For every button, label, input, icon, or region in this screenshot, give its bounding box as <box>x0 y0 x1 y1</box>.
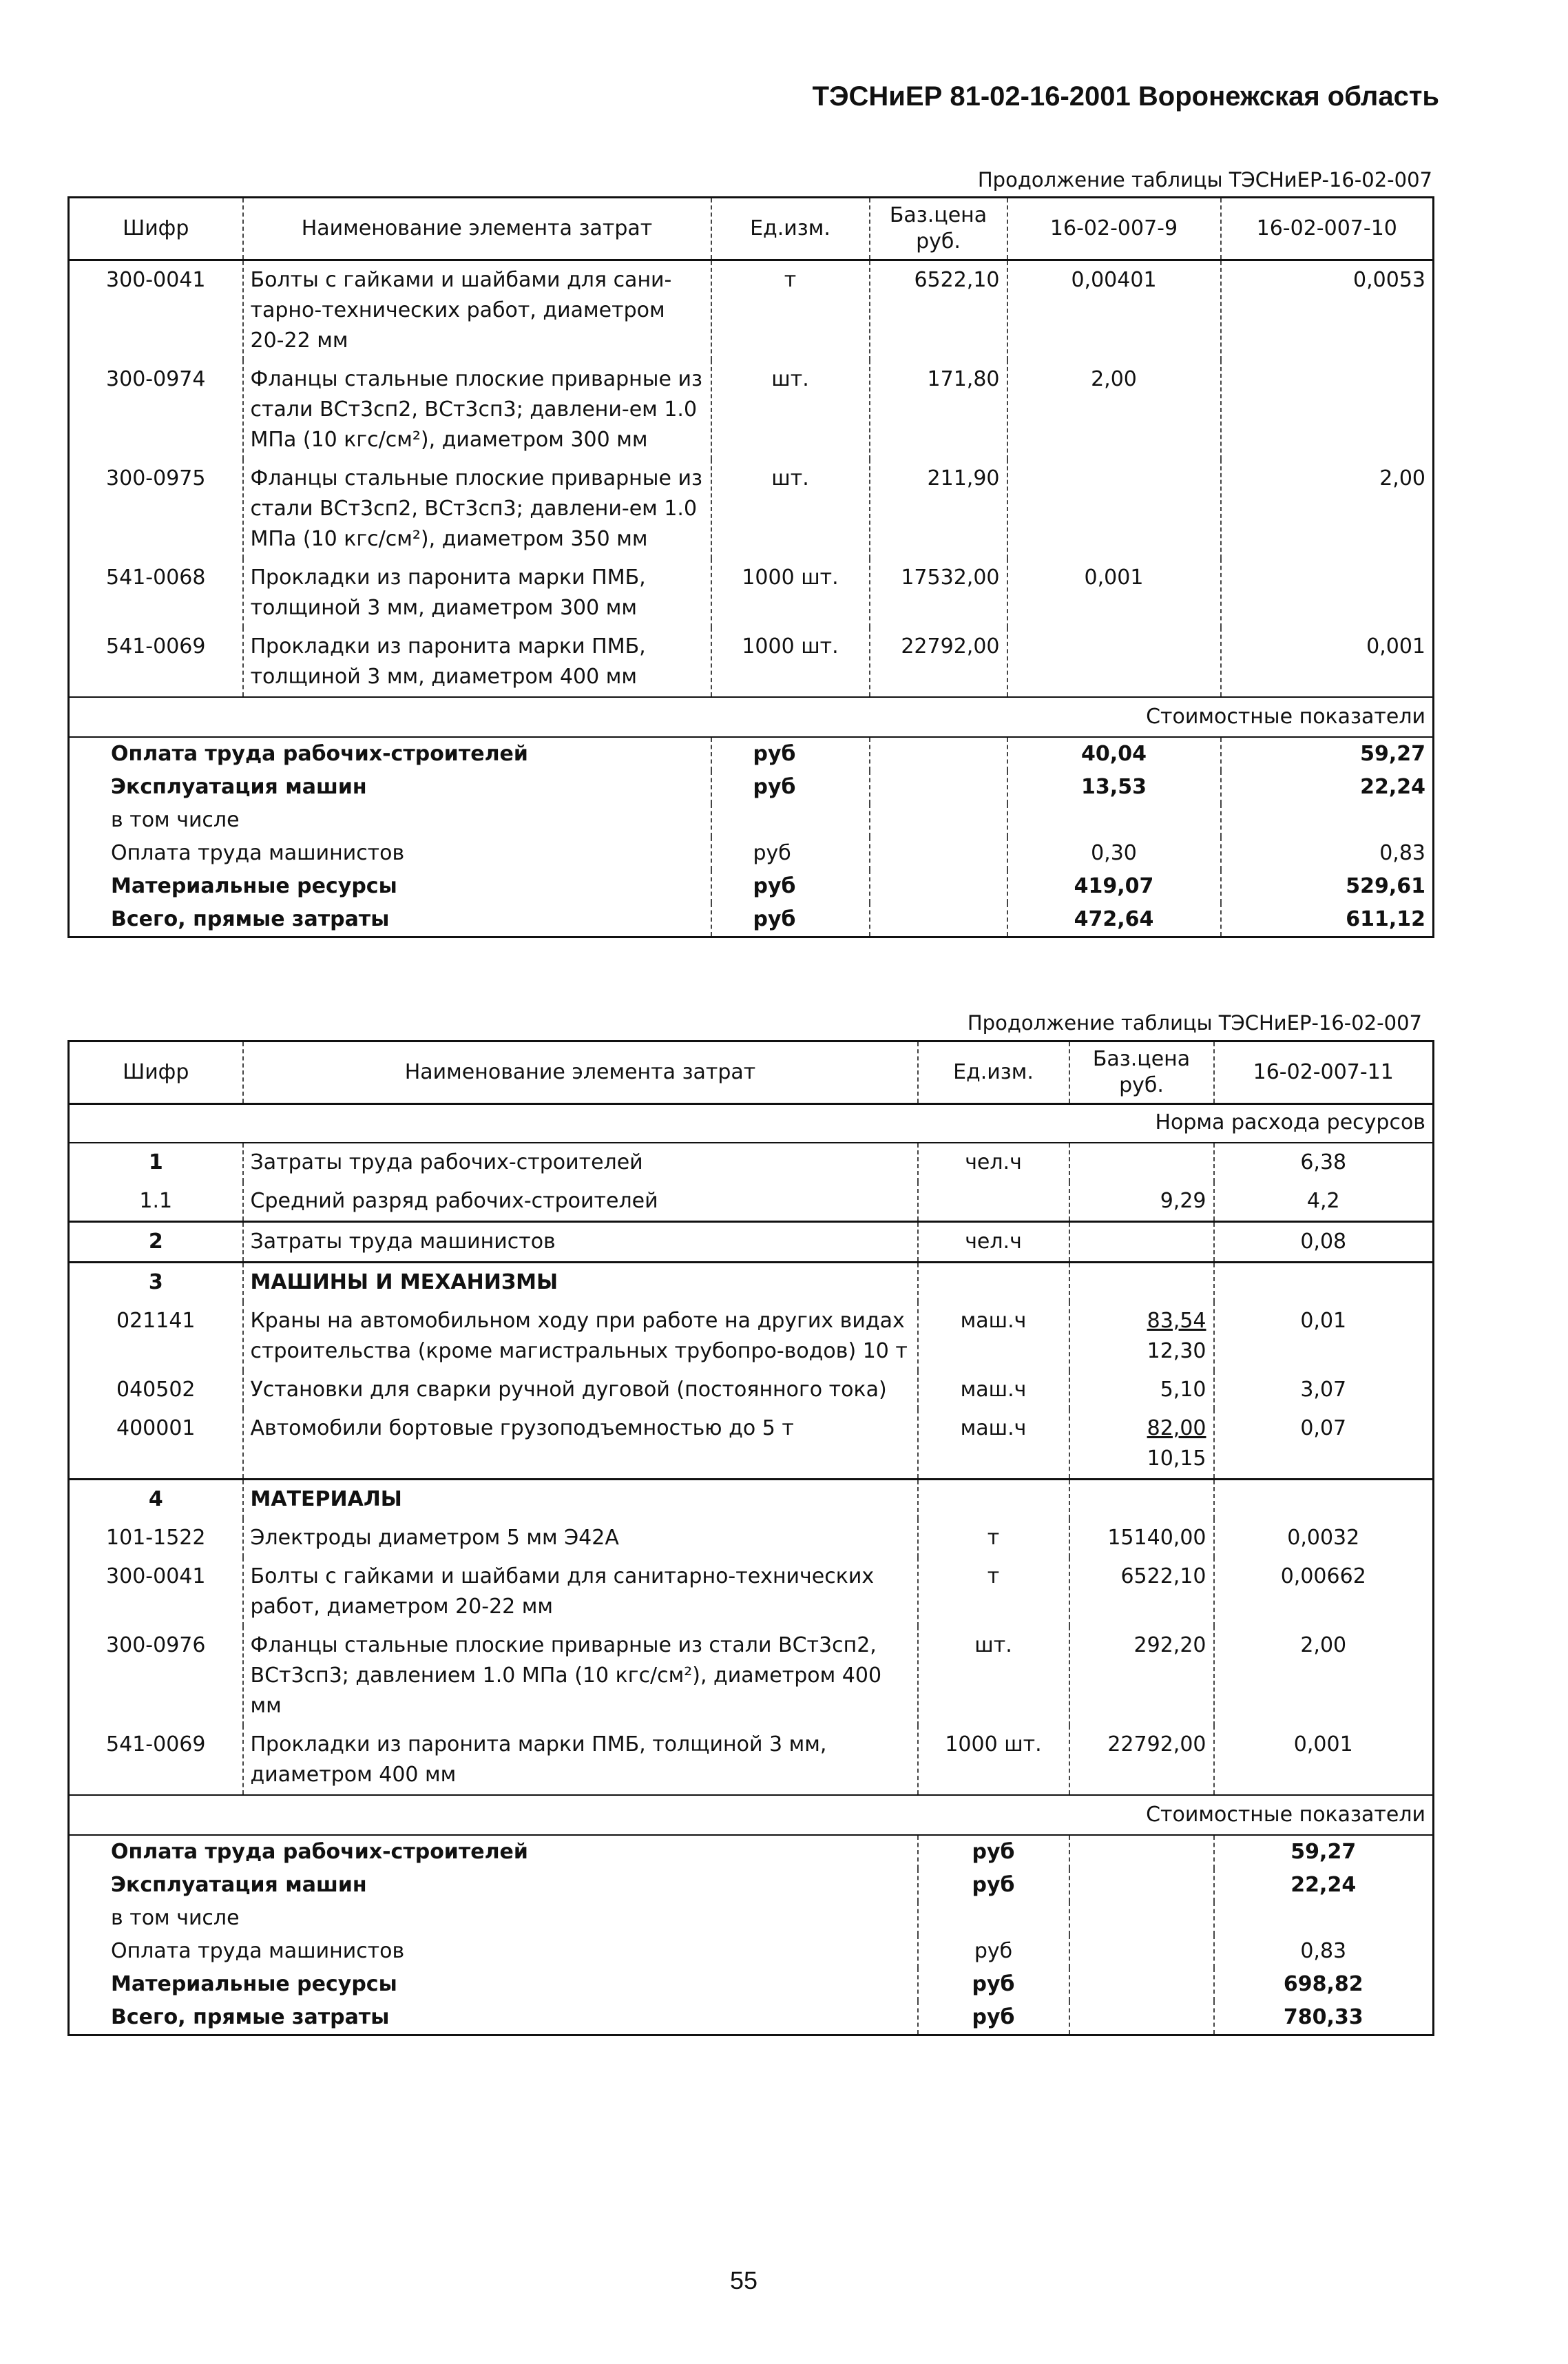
cost-label: Оплата труда рабочих-строителей <box>111 1840 528 1864</box>
price-value: 82,00 <box>1147 1416 1206 1440</box>
value-16-02-007-10: 0,0053 <box>1221 260 1434 361</box>
cost-label: в том числе <box>111 808 240 832</box>
cost-value <box>1221 804 1434 837</box>
col-header: 16-02-007-10 <box>1221 198 1434 260</box>
col-header: Шифр <box>69 1041 243 1104</box>
resource-code: 300-0975 <box>106 466 206 490</box>
resource-row <box>69 1557 1434 1626</box>
cost-value: 0,30 <box>1007 837 1221 870</box>
norm-section-title: Норма расхода ресурсов <box>1155 1110 1425 1134</box>
value-16-02-007-11: 0,07 <box>1214 1409 1434 1480</box>
cost-row <box>69 837 1434 870</box>
resource-price <box>1069 1371 1214 1409</box>
resource-name: Затраты труда машинистов <box>243 1222 918 1263</box>
empty-cell <box>870 804 1007 837</box>
table-header-row <box>69 1041 1434 1104</box>
resource-name: Затраты труда рабочих-строителей <box>243 1143 918 1182</box>
resource-unit <box>918 1263 1069 1303</box>
cost-row <box>69 1902 1434 1935</box>
resource-code: 3 <box>69 1263 243 1303</box>
value-16-02-007-11: 0,00662 <box>1214 1557 1434 1626</box>
cost-unit: руб <box>918 1869 1069 1902</box>
resource-unit <box>918 1182 1069 1222</box>
cost-unit: руб <box>711 771 870 804</box>
resource-row <box>69 1371 1434 1409</box>
resource-unit: чел.ч <box>918 1143 1069 1182</box>
cost-value: 611,12 <box>1221 903 1434 937</box>
resource-price <box>1069 1626 1214 1725</box>
cost-row <box>69 737 1434 771</box>
value-16-02-007-9: 0,001 <box>1007 559 1221 628</box>
value-16-02-007-11 <box>1214 1480 1434 1520</box>
cost-row <box>69 804 1434 837</box>
resource-name: МАТЕРИАЛЫ <box>243 1480 918 1520</box>
spacer-cell <box>69 1795 1069 1835</box>
col-header: Наименование элемента затрат <box>243 1041 918 1104</box>
resource-code: 300-0974 <box>106 367 206 391</box>
cost-value <box>1214 1902 1434 1935</box>
resource-price <box>1069 1222 1214 1263</box>
resource-unit: 1000 шт. <box>711 628 870 697</box>
value-16-02-007-9 <box>1007 628 1221 697</box>
resource-unit: маш.ч <box>918 1302 1069 1371</box>
resource-row <box>69 1480 1434 1520</box>
cost-unit <box>918 1902 1069 1935</box>
cost-row <box>69 903 1434 937</box>
resource-code: 2 <box>69 1222 243 1263</box>
cost-value: 698,82 <box>1214 1968 1434 2001</box>
value-16-02-007-11: 0,08 <box>1214 1222 1434 1263</box>
value-16-02-007-11 <box>1214 1263 1434 1303</box>
cost-label: Оплата труда машинистов <box>111 841 405 865</box>
empty-cell <box>870 837 1007 870</box>
cost-unit: руб <box>711 737 870 771</box>
cost-value <box>1007 804 1221 837</box>
resource-row <box>69 628 1434 697</box>
resource-code: 541-0069 <box>106 1732 206 1756</box>
cost-value: 59,27 <box>1214 1835 1434 1869</box>
price-value: 22792,00 <box>1107 1732 1206 1756</box>
resource-row <box>69 260 1434 361</box>
resource-unit: 1000 шт. <box>918 1725 1069 1795</box>
cost-title-row <box>69 1795 1434 1835</box>
cost-unit: руб <box>918 2001 1069 2035</box>
resource-price <box>1069 1302 1214 1371</box>
resource-row <box>69 1263 1434 1303</box>
resource-price <box>1069 1182 1214 1222</box>
value-16-02-007-10 <box>1221 559 1434 628</box>
cost-row <box>69 870 1434 903</box>
cost-title-row <box>69 697 1434 737</box>
resource-price <box>1069 1519 1214 1557</box>
resource-price <box>1069 1480 1214 1520</box>
cost-label: Эксплуатация машин <box>111 1873 367 1897</box>
resource-code: 541-0069 <box>106 634 206 659</box>
norm-title-row <box>69 1104 1434 1143</box>
resource-code: 1.1 <box>139 1189 173 1213</box>
cost-label: Материальные ресурсы <box>111 1972 397 1996</box>
resource-name: Электроды диаметром 5 мм Э42А <box>243 1519 918 1557</box>
cost-label: Оплата труда машинистов <box>111 1939 405 1963</box>
cost-label: Оплата труда рабочих-строителей <box>111 742 528 766</box>
cost-value: 22,24 <box>1214 1869 1434 1902</box>
resource-name: Болты с гайками и шайбами для сани-тарно-технических работ, диаметром 20-22 мм <box>243 260 711 361</box>
cost-unit: руб <box>918 1935 1069 1968</box>
empty-cell <box>870 737 1007 771</box>
resource-row <box>69 1182 1434 1222</box>
empty-cell <box>1069 2001 1214 2035</box>
resource-name: Прокладки из паронита марки ПМБ, толщиной 3 мм, диаметром 300 мм <box>243 559 711 628</box>
resource-code: 300-0041 <box>106 1564 206 1588</box>
resource-code: 300-0041 <box>106 268 206 292</box>
price-value: 9,29 <box>1160 1189 1206 1213</box>
price-value: 292,20 <box>1133 1633 1206 1657</box>
resource-price: 171,80 <box>870 360 1007 459</box>
cost-value: 59,27 <box>1221 737 1434 771</box>
value-16-02-007-10 <box>1221 360 1434 459</box>
empty-cell <box>1069 1968 1214 2001</box>
resource-price <box>1069 1557 1214 1626</box>
price-value: 6522,10 <box>1120 1564 1206 1588</box>
resource-code: 101-1522 <box>106 1526 206 1550</box>
resource-price: 17532,00 <box>870 559 1007 628</box>
value-16-02-007-11: 3,07 <box>1214 1371 1434 1409</box>
value-16-02-007-9 <box>1007 459 1221 559</box>
resource-row <box>69 559 1434 628</box>
resource-row <box>69 459 1434 559</box>
resource-price <box>1069 1725 1214 1795</box>
spacer-cell <box>69 697 1007 737</box>
resource-code: 021141 <box>116 1309 196 1333</box>
resource-name: Установки для сварки ручной дуговой (постоянного тока) <box>243 1371 918 1409</box>
spacer-cell <box>69 1104 1069 1143</box>
resource-row <box>69 1409 1434 1480</box>
cost-unit <box>711 804 870 837</box>
resource-price: 211,90 <box>870 459 1007 559</box>
resource-code: 040502 <box>116 1378 196 1402</box>
cost-section-title: Стоимостные показатели <box>1146 705 1425 729</box>
resource-code: 400001 <box>116 1416 196 1440</box>
resource-name: Прокладки из паронита марки ПМБ, толщиной 3 мм, диаметром 400 мм <box>243 628 711 697</box>
empty-cell <box>870 771 1007 804</box>
resource-row <box>69 1302 1434 1371</box>
price-value: 15140,00 <box>1107 1526 1206 1550</box>
col-header: Баз.цена руб. <box>1069 1041 1214 1104</box>
cost-section-title: Стоимостные показатели <box>1146 1803 1425 1827</box>
value-16-02-007-9: 2,00 <box>1007 360 1221 459</box>
resource-name: Фланцы стальные плоские приварные из стали ВСт3сп2, ВСт3сп3; давлением 1.0 МПа (10 кгс/см²), диаметром 400 мм <box>243 1626 918 1725</box>
resource-row <box>69 1725 1434 1795</box>
resource-unit: шт. <box>711 459 870 559</box>
col-header: 16-02-007-9 <box>1007 198 1221 260</box>
cost-unit: руб <box>918 1968 1069 2001</box>
resource-price <box>1069 1143 1214 1182</box>
col-header: Ед.изм. <box>711 198 870 260</box>
resource-unit: шт. <box>711 360 870 459</box>
empty-cell <box>870 870 1007 903</box>
cost-row <box>69 1869 1434 1902</box>
table2-continuation: Продолжение таблицы ТЭСНиЕР-16-02-007 <box>967 1011 1422 1035</box>
resource-unit: т <box>918 1519 1069 1557</box>
resource-unit: маш.ч <box>918 1409 1069 1480</box>
resource-unit <box>918 1480 1069 1520</box>
cost-value: 0,83 <box>1214 1935 1434 1968</box>
resource-row <box>69 1143 1434 1182</box>
resource-unit: шт. <box>918 1626 1069 1725</box>
cost-value: 419,07 <box>1007 870 1221 903</box>
value-16-02-007-11: 0,001 <box>1214 1725 1434 1795</box>
table-16-02-007-9-10 <box>67 196 1434 938</box>
value-16-02-007-10: 2,00 <box>1221 459 1434 559</box>
table1-continuation: Продолжение таблицы ТЭСНиЕР-16-02-007 <box>977 168 1432 191</box>
resource-price: 6522,10 <box>870 260 1007 361</box>
cost-unit: руб <box>711 903 870 937</box>
empty-cell <box>1069 1869 1214 1902</box>
resource-code: 1 <box>148 1150 163 1174</box>
page-number: 55 <box>729 2266 758 2294</box>
price-value: 83,54 <box>1147 1309 1206 1333</box>
empty-cell <box>1069 1935 1214 1968</box>
cost-row <box>69 1968 1434 2001</box>
value-16-02-007-11: 2,00 <box>1214 1626 1434 1725</box>
resource-row <box>69 1222 1434 1263</box>
col-header: Шифр <box>69 198 243 260</box>
resource-name: МАШИНЫ И МЕХАНИЗМЫ <box>243 1263 918 1303</box>
cost-unit: руб <box>711 837 870 870</box>
resource-unit: чел.ч <box>918 1222 1069 1263</box>
resource-row <box>69 360 1434 459</box>
empty-cell <box>1069 1835 1214 1869</box>
cost-value: 40,04 <box>1007 737 1221 771</box>
resource-name: Автомобили бортовые грузоподъемностью до 5 т <box>243 1409 918 1480</box>
cost-unit: руб <box>918 1835 1069 1869</box>
resource-code: 300-0976 <box>106 1633 206 1657</box>
value-16-02-007-9: 0,00401 <box>1007 260 1221 361</box>
resource-name: Фланцы стальные плоские приварные из стали ВСт3сп2, ВСт3сп3; давлени-ем 1.0 МПа (10 кгс/см²), диаметром 300 мм <box>243 360 711 459</box>
empty-cell <box>1069 1902 1214 1935</box>
value-16-02-007-11: 0,01 <box>1214 1302 1434 1371</box>
resource-name: Фланцы стальные плоские приварные из стали ВСт3сп2, ВСт3сп3; давлени-ем 1.0 МПа (10 кгс/см²), диаметром 350 мм <box>243 459 711 559</box>
resource-price: 22792,00 <box>870 628 1007 697</box>
cost-label: в том числе <box>111 1906 240 1930</box>
cost-row <box>69 1835 1434 1869</box>
resource-unit: маш.ч <box>918 1371 1069 1409</box>
col-header: Ед.изм. <box>918 1041 1069 1104</box>
cost-row <box>69 771 1434 804</box>
col-header: 16-02-007-11 <box>1214 1041 1434 1104</box>
col-header: Наименование элемента затрат <box>243 198 711 260</box>
resource-unit: т <box>711 260 870 361</box>
table-16-02-007-11 <box>67 1040 1434 2036</box>
cost-value: 0,83 <box>1221 837 1434 870</box>
cost-label: Всего, прямые затраты <box>111 907 390 931</box>
resource-price <box>1069 1409 1214 1480</box>
resource-name: Прокладки из паронита марки ПМБ, толщиной 3 мм, диаметром 400 мм <box>243 1725 918 1795</box>
table-header-row <box>69 198 1434 260</box>
resource-row <box>69 1626 1434 1725</box>
value-16-02-007-11: 4,2 <box>1214 1182 1434 1222</box>
cost-value: 13,53 <box>1007 771 1221 804</box>
resource-unit: т <box>918 1557 1069 1626</box>
page-header: ТЭСНиЕР 81-02-16-2001 Воронежская область <box>812 81 1439 112</box>
resource-price <box>1069 1263 1214 1303</box>
cost-value: 780,33 <box>1214 2001 1434 2035</box>
resource-name: Средний разряд рабочих-строителей <box>243 1182 918 1222</box>
resource-unit: 1000 шт. <box>711 559 870 628</box>
empty-cell <box>870 903 1007 937</box>
price-value: 5,10 <box>1160 1378 1206 1402</box>
cost-label: Эксплуатация машин <box>111 775 367 799</box>
price-value-secondary: 12,30 <box>1147 1339 1206 1363</box>
resource-code: 4 <box>69 1480 243 1520</box>
resource-name: Болты с гайками и шайбами для санитарно-технических работ, диаметром 20-22 мм <box>243 1557 918 1626</box>
cost-row <box>69 2001 1434 2035</box>
cost-value: 22,24 <box>1221 771 1434 804</box>
cost-unit: руб <box>711 870 870 903</box>
value-16-02-007-11: 6,38 <box>1214 1143 1434 1182</box>
cost-value: 529,61 <box>1221 870 1434 903</box>
resource-name: Краны на автомобильном ходу при работе на других видах строительства (кроме магистральных трубопро-водов) 10 т <box>243 1302 918 1371</box>
price-value-secondary: 10,15 <box>1147 1447 1206 1471</box>
cost-label: Материальные ресурсы <box>111 874 397 898</box>
resource-row <box>69 1519 1434 1557</box>
cost-value: 472,64 <box>1007 903 1221 937</box>
cost-label: Всего, прямые затраты <box>111 2005 390 2029</box>
resource-code: 541-0068 <box>106 566 206 590</box>
value-16-02-007-11: 0,0032 <box>1214 1519 1434 1557</box>
col-header: Баз.цена руб. <box>870 198 1007 260</box>
cost-row <box>69 1935 1434 1968</box>
value-16-02-007-10: 0,001 <box>1221 628 1434 697</box>
